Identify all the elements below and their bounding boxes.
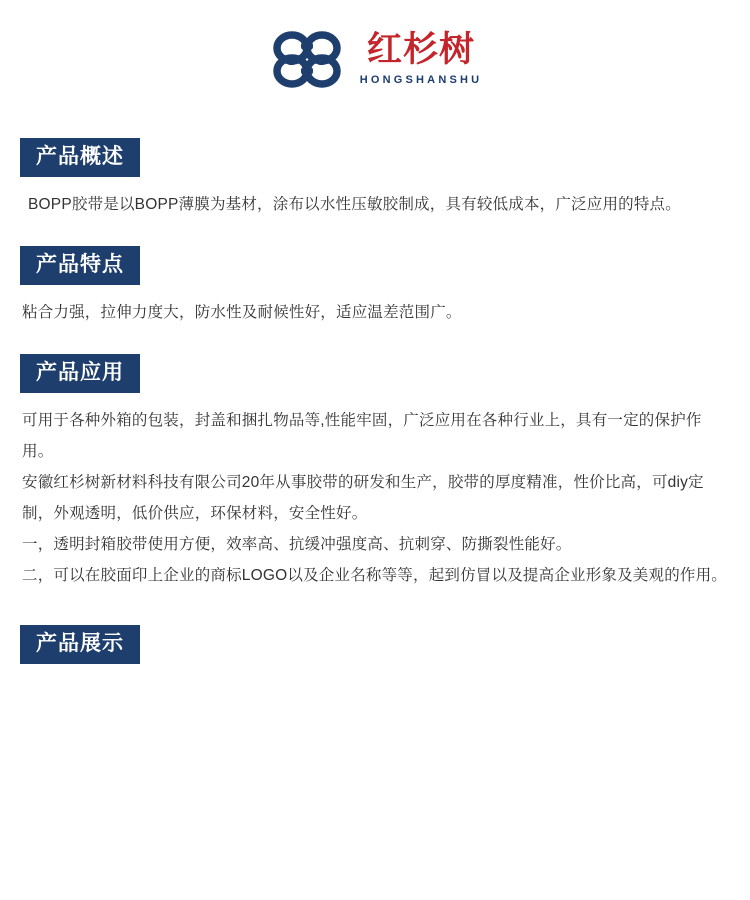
paragraph: BOPP胶带是以BOPP薄膜为基材，涂布以水性压敏胶制成，具有较低成本，广泛应用的特点。 [28,196,681,214]
paragraph: 可用于各种外箱的包装，封盖和捆扎物品等,性能牢固，广泛应用在各种行业上，具有一定的保护作用。 [22,412,702,461]
section-heading-showcase: 产品展示 [20,625,140,664]
interlocking-rings-icon [268,28,346,90]
section-heading-application: 产品应用 [20,354,140,393]
brand-lockup [359,29,483,86]
brand-logo [0,0,750,100]
section-heading-overview: 产品概述 [20,138,140,177]
paragraph: 二，可以在胶面印上企业的商标LOGO以及企业名称等等，起到仿冒以及提高企业形象及美观的作用。 [22,567,727,585]
section-heading-wrap-overview [0,138,750,177]
paragraph: 一，透明封箱胶带使用方便，效率高、抗缓冲强度高、抗刺穿、防撕裂性能好。 [22,536,572,554]
section-body-overview [22,189,728,220]
section-body-application [22,405,728,591]
section-body-features [22,297,728,328]
brand-name-en: HONGSHANSHU [359,73,483,86]
paragraph: 安徽红杉树新材料科技有限公司20年从事胶带的研发和生产，胶带的厚度精准，性价比高，可diy定制，外观透明，低价供应，环保材料，安全性好。 [22,474,704,523]
paragraph: 粘合力强，拉伸力度大，防水性及耐候性好，适应温差范围广。 [22,304,462,322]
section-heading-wrap-showcase [0,625,750,664]
brand-name-cn: 红杉树 [366,29,475,70]
section-heading-features: 产品特点 [20,246,140,285]
section-heading-wrap-application [0,354,750,393]
section-heading-wrap-features [0,246,750,285]
